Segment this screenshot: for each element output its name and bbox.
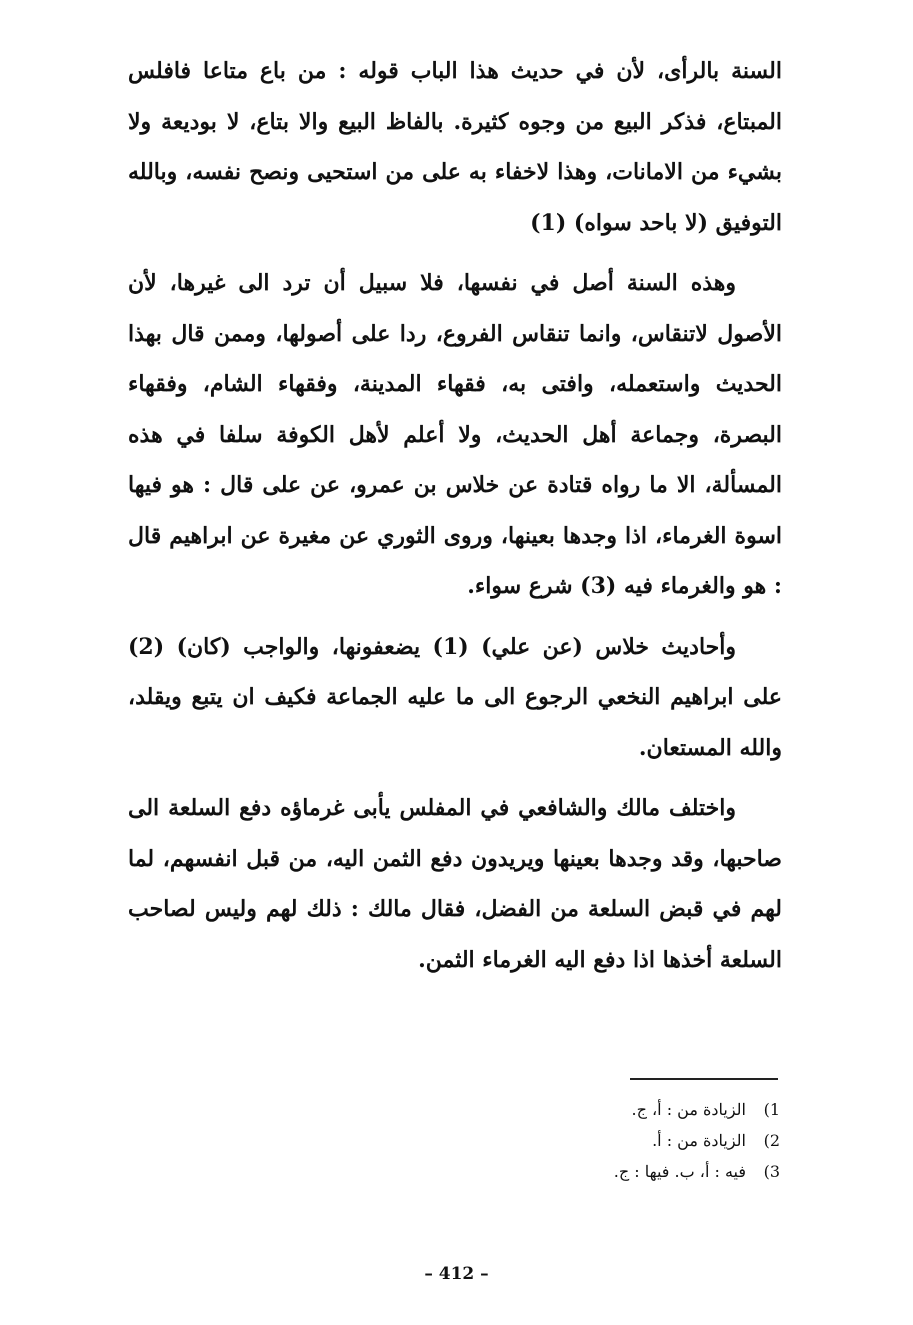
paragraph-1: السنة بالرأى، لأن في حديث هذا الباب قوله : من باع متاعا فافلس المبتاع، فذكر البيع من وجوه كثيرة. بالفاظ البيع والا بتاع، لا بوديعة ولا بشيء من الامانات، وهذا لاخفاء به على من استحيى ونصح نفسه، وبالله التوفيق (لا باحد سواه) (1)	[128, 58, 782, 236]
footnote-text: الزيادة من : أ، ج.	[631, 1100, 746, 1119]
footnote-2	[480, 1125, 780, 1156]
footnote-number: 2)	[763, 1131, 780, 1150]
paragraph-4: واختلف مالك والشافعي في المفلس يأبى غرماؤه دفع السلعة الى صاحبها، وقد وجدها بعينها ويريدون دفع الثمن اليه، من قبل انفسهم، لما لهم في قبض السلعة من الفضل، فقال مالك : ذلك لهم وليس لصاحب السلعة أخذها اذا دفع اليه الغرماء الثمن.	[128, 795, 782, 973]
footnote-1	[480, 1094, 780, 1125]
footnote-text: الزيادة من : أ.	[652, 1131, 746, 1150]
footnotes	[480, 1094, 780, 1187]
paragraph-3: وأحاديث خلاس (عن علي) (1) يضعفونها، والواجب (كان) (2) على ابراهيم النخعي الرجوع الى ما عليه الجماعة فكيف ان يتبع ويقلد، والله المستعان.	[128, 633, 782, 761]
paragraph-2: وهذه السنة أصل في نفسها، فلا سبيل أن ترد الى غيرها، لأن الأصول لاتنقاس، وانما تنقاس الفروع، ردا على أصولها، وممن قال بهذا الحديث واستعمله، وافتى به، فقهاء المدينة، وفقهاء الشام، وفقهاء البصرة، وجماعة أهل الحديث، ولا أعلم لأهل الكوفة سلفا في هذه المسألة، الا ما رواه قتادة عن خلاس بن عمرو، عن على قال : هو فيها اسوة الغرماء، اذا وجدها بعينها، وروى الثوري عن مغيرة عن ابراهيم قال : هو والغرماء فيه (3) شرع سواء.	[128, 270, 782, 599]
main-text-block	[128, 46, 782, 985]
footnote-3	[480, 1156, 780, 1187]
footnote-divider	[630, 1078, 778, 1080]
page-number: – 412 –	[424, 1264, 489, 1284]
footnote-number: 1)	[763, 1100, 780, 1119]
footnote-number: 3)	[763, 1162, 780, 1181]
footnote-text: فيه : أ، ب. فيها : ج.	[613, 1162, 746, 1181]
